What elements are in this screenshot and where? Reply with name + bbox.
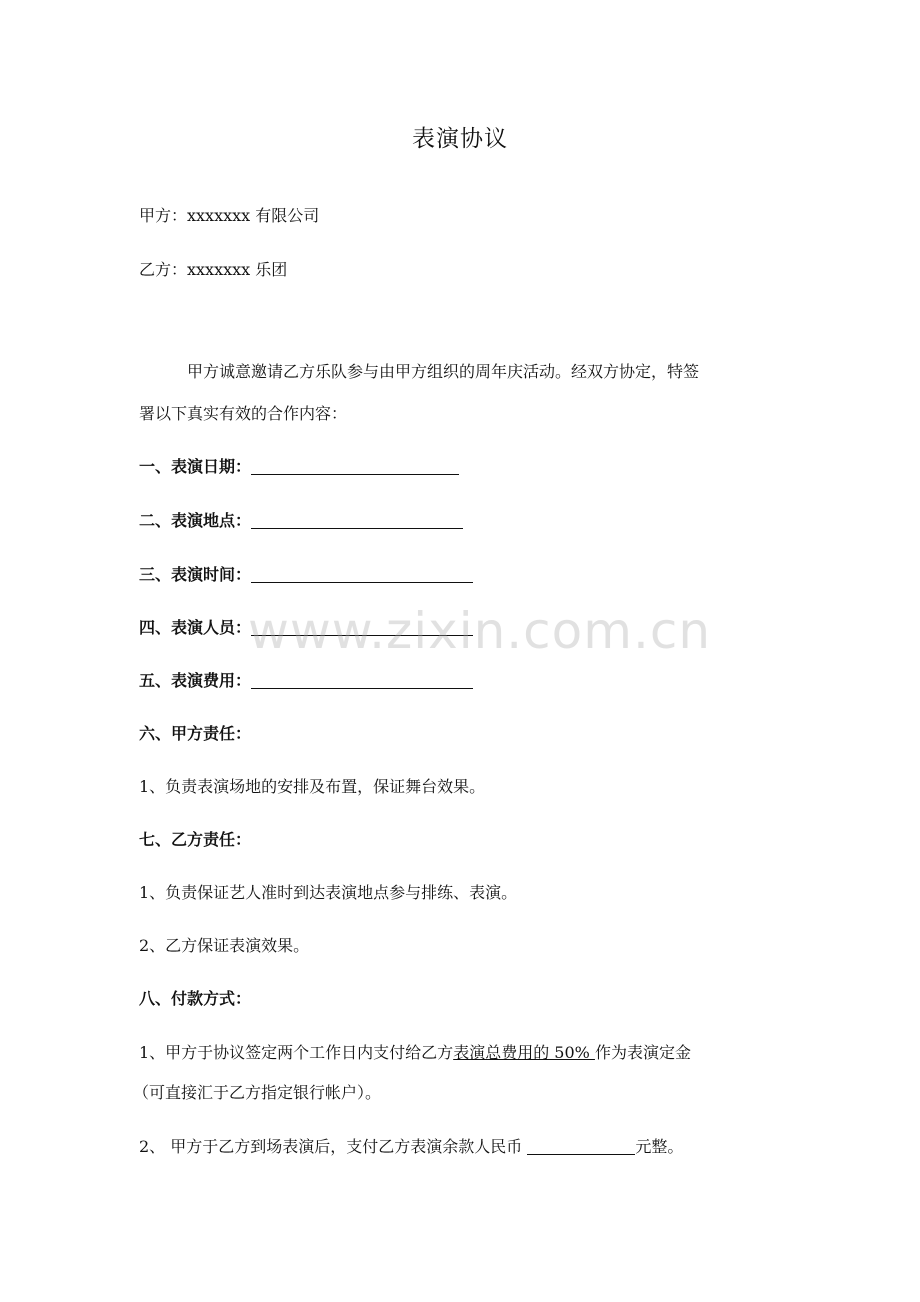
performance-date-label: 一、表演日期： xyxy=(139,457,252,476)
performance-fee-blank xyxy=(251,672,473,689)
payment-heading: 八、付款方式： xyxy=(139,989,252,1008)
performance-venue-label: 二、表演地点： xyxy=(139,511,252,530)
party-a-duty-heading: 六、甲方责任： xyxy=(139,724,252,743)
document-title: 表演协议 xyxy=(412,126,508,152)
performance-time-blank xyxy=(251,566,473,583)
performance-date-blank xyxy=(251,458,459,475)
item-performance-date xyxy=(139,456,459,478)
site-watermark: www.zixin.com.cn xyxy=(248,602,712,660)
item-performance-fee xyxy=(139,670,473,692)
intro-paragraph-line2: 署以下真实有效的合作内容： xyxy=(139,404,348,423)
payment-item-2 xyxy=(139,1136,683,1158)
payment-item-2-prefix: 2、 甲方于乙方到场表演后，支付乙方表演余款人民币 xyxy=(139,1137,528,1156)
balance-amount-blank xyxy=(527,1138,635,1155)
performance-fee-label: 五、表演费用： xyxy=(139,671,252,690)
party-b-duty-item-1: 1、负责保证艺人准时到达表演地点参与排练、表演。 xyxy=(139,883,518,902)
party-a-duty-item-1: 1、负责表演场地的安排及布置，保证舞台效果。 xyxy=(139,777,486,796)
payment-item-1-prefix: 1、甲方于协议签定两个工作日内支付给乙方 xyxy=(139,1043,454,1062)
payment-deposit-ratio: 表演总费用的 50% xyxy=(453,1043,595,1062)
payment-item-1-line2: （可直接汇于乙方指定银行帐户）。 xyxy=(133,1083,382,1102)
payment-item-1-suffix: 作为表演定金 xyxy=(594,1043,691,1062)
party-b-duty-item-2: 2、乙方保证表演效果。 xyxy=(139,936,310,955)
party-b-duty-heading: 七、乙方责任： xyxy=(139,830,252,849)
performance-personnel-label: 四、表演人员： xyxy=(139,618,252,637)
item-performance-venue xyxy=(139,510,463,532)
performance-venue-blank xyxy=(251,512,463,529)
item-performance-time xyxy=(139,564,473,586)
payment-item-2-suffix: 元整。 xyxy=(635,1137,684,1156)
performance-time-label: 三、表演时间： xyxy=(139,565,252,584)
party-b-line: 乙方：xxxxxxx 乐团 xyxy=(139,260,288,279)
payment-item-1 xyxy=(139,1042,691,1064)
intro-paragraph-line1: 甲方诚意邀请乙方乐队参与由甲方组织的周年庆活动。经双方协定，特签 xyxy=(187,362,700,381)
party-a-line: 甲方：xxxxxxx 有限公司 xyxy=(139,206,320,225)
